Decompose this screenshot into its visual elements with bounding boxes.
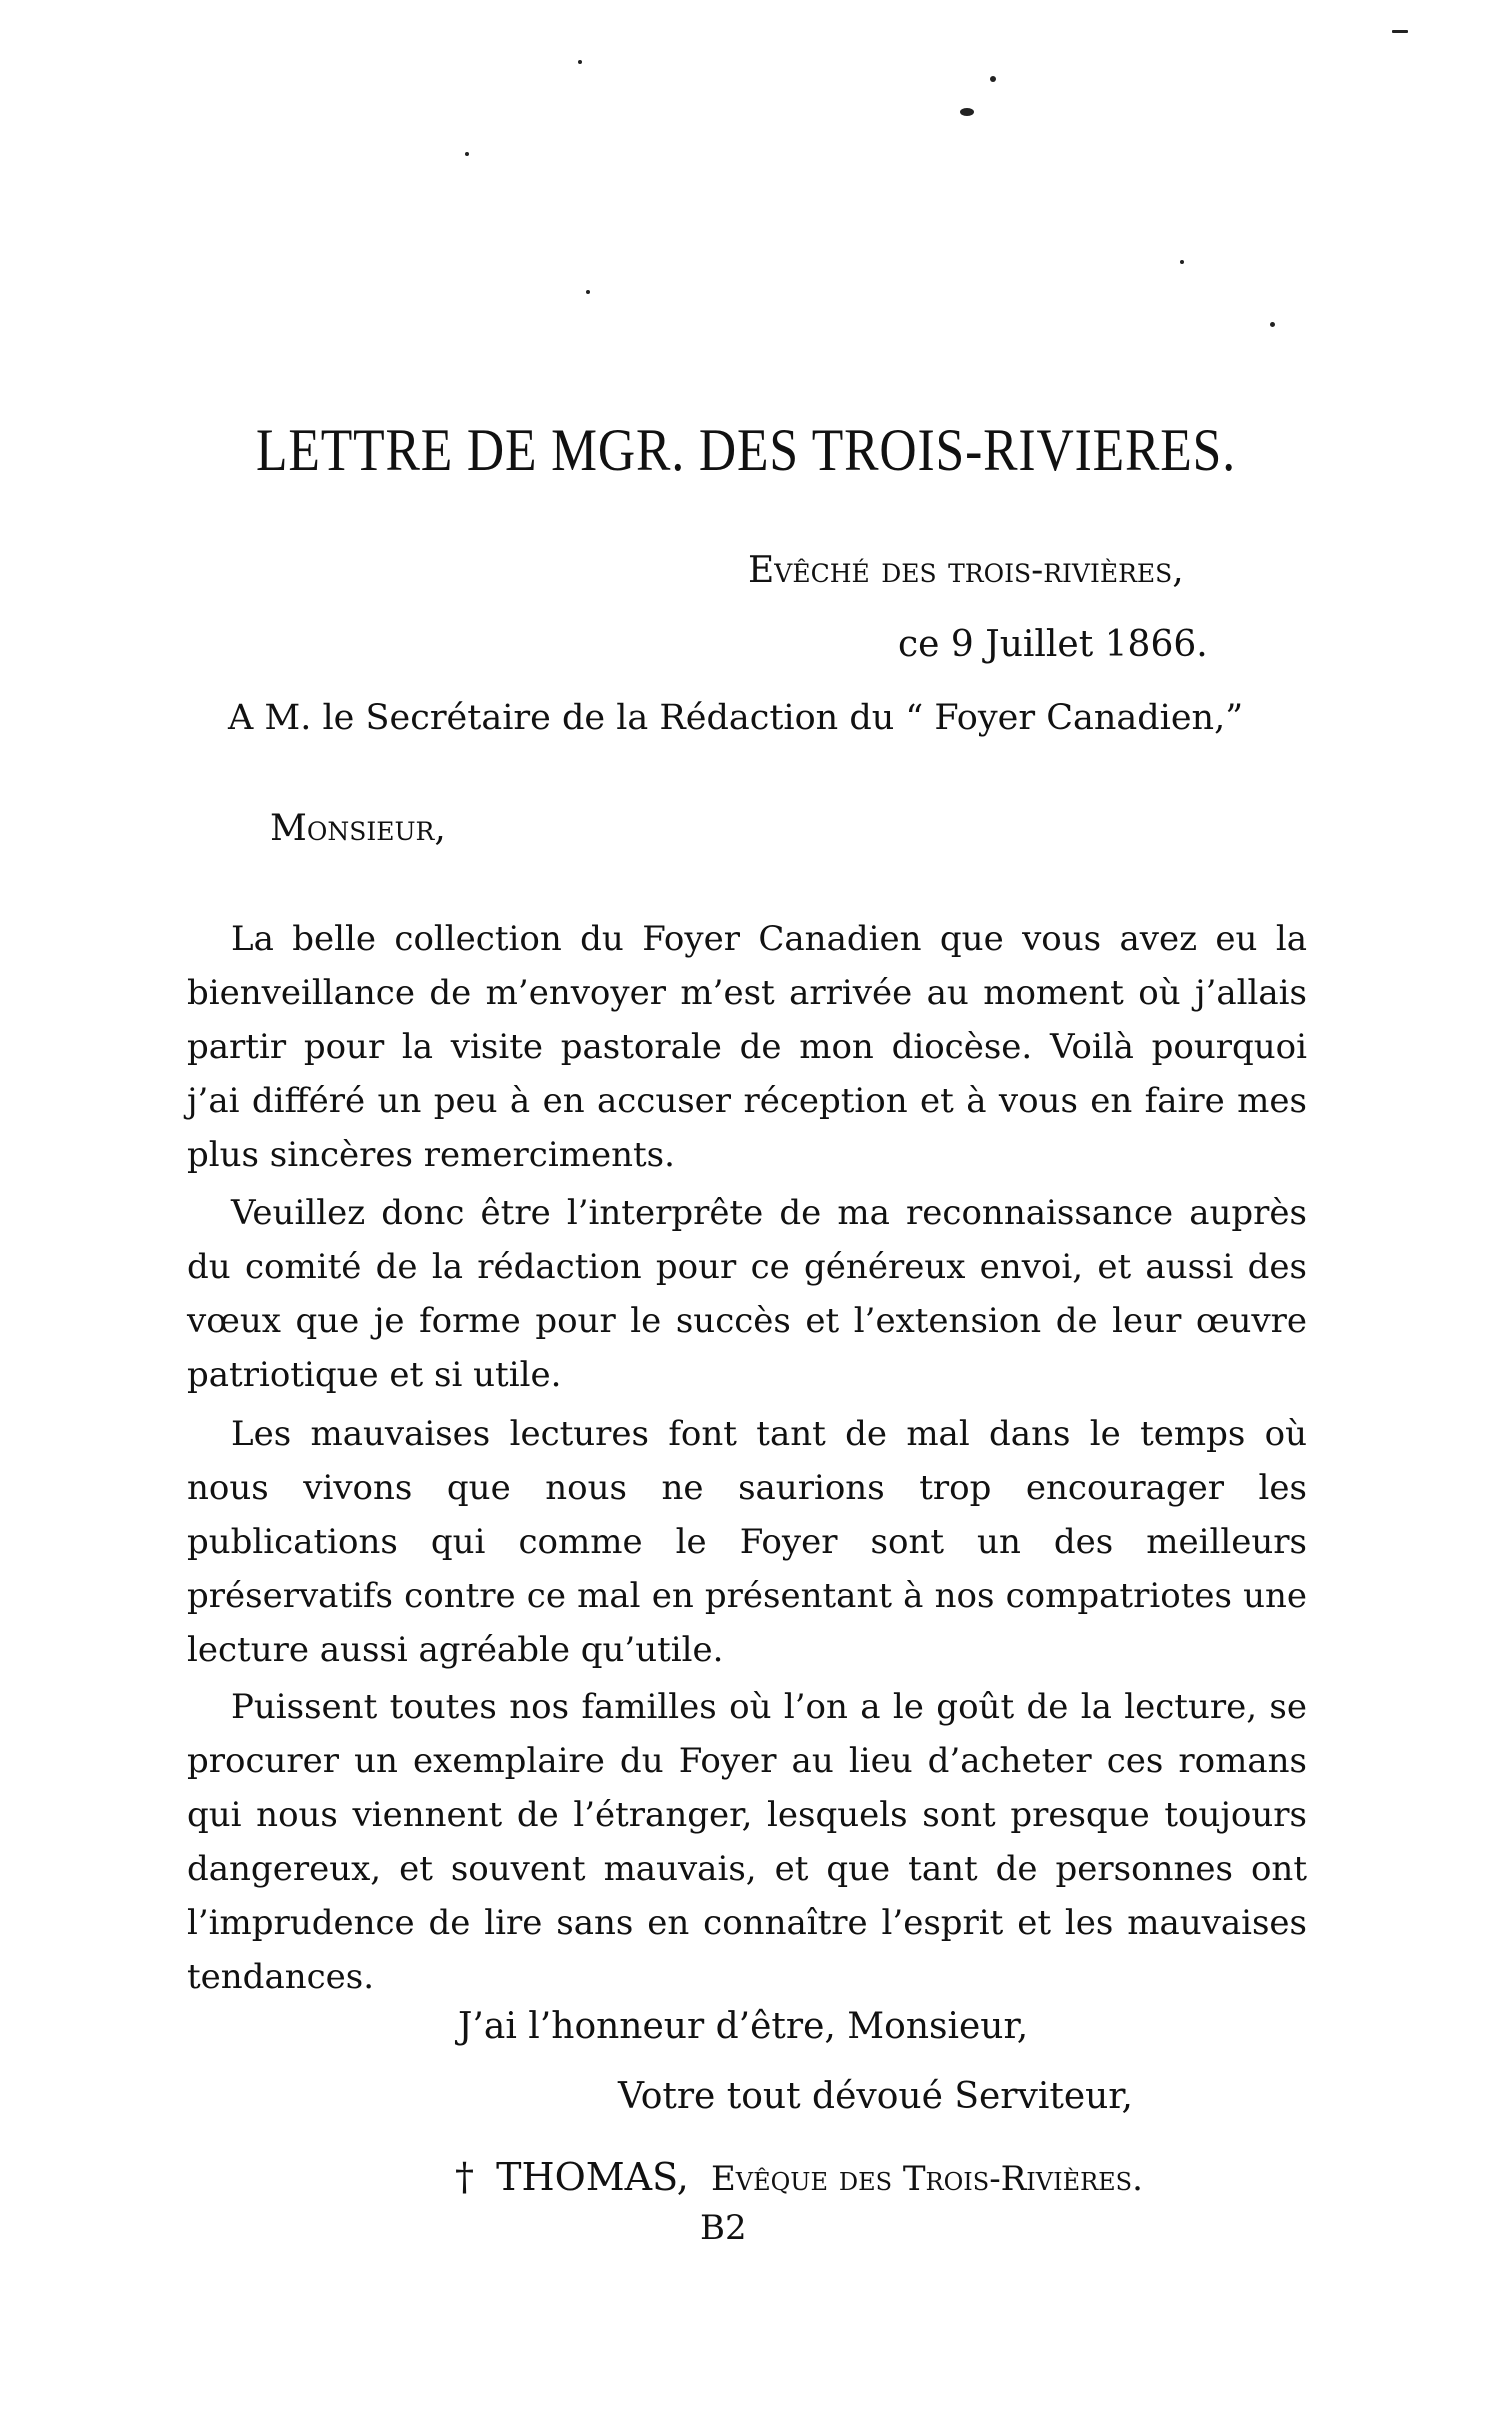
- letter-paragraph: Puissent toutes nos familles où l’on a le goût de la lecture, se procurer un exemplaire du Foyer au lieu d’acheter ces romans qui nous viennent de l’étranger, lesquels sont presque toujours dangereux, et souvent mauvais, et que tant de personnes ont l’imprudence de lire sans en connaître l’esprit et les mauvaises tendances.: [187, 1687, 1307, 1997]
- scan-speck: [990, 76, 996, 82]
- signature: [455, 2155, 1143, 2199]
- signature-mark: B2: [700, 2208, 747, 2248]
- scan-speck: [578, 60, 582, 64]
- letter-addressee: A M. le Secrétaire de la Rédaction du “ Foyer Canadien,”: [228, 698, 1244, 738]
- letter-paragraph: Les mauvaises lectures font tant de mal dans le temps où nous vivons que nous ne saurions trop encourager les publications qui comme le Foyer sont un des meilleurs préservatifs contre ce mal en présentant à nos compatriotes une lecture aussi agréable qu’utile.: [187, 1414, 1307, 1670]
- letter-salutation: Monsieur,: [270, 808, 446, 849]
- closing-line: J’ai l’honneur d’être, Monsieur,: [458, 2006, 1029, 2047]
- scan-speck: [1392, 30, 1408, 33]
- letter-place: Evêché des trois-rivières,: [748, 550, 1184, 591]
- signature-title: Evêque des Trois-Rivières.: [710, 2159, 1143, 2199]
- letter-date: ce 9 Juillet 1866.: [898, 624, 1208, 665]
- scan-speck: [1270, 322, 1275, 327]
- scan-speck: [960, 108, 974, 116]
- scan-speck: [586, 290, 590, 294]
- page-title: LETTRE DE MGR. DES TROIS-RIVIERES.: [255, 417, 1236, 483]
- cross-symbol: †: [455, 2155, 474, 2199]
- letter-paragraph: La belle collection du Foyer Canadien que vous avez eu la bienveillance de m’envoyer m’est arrivée au moment où j’allais partir pour la visite pastorale de mon diocèse. Voilà pourquoi j’ai différé un peu à en accuser réception et à vous en faire mes plus sincères remerciments.: [187, 919, 1307, 1175]
- letter-paragraph: Veuillez donc être l’interprête de ma reconnaissance auprès du comité de la rédaction pour ce généreux envoi, et aussi des vœux que je forme pour le succès et l’extension de leur œuvre patriotique et si utile.: [187, 1193, 1307, 1395]
- scan-speck: [465, 152, 469, 156]
- signature-name: THOMAS,: [496, 2155, 689, 2199]
- closing-line: Votre tout dévoué Serviteur,: [618, 2076, 1134, 2117]
- scan-speck: [1180, 260, 1184, 264]
